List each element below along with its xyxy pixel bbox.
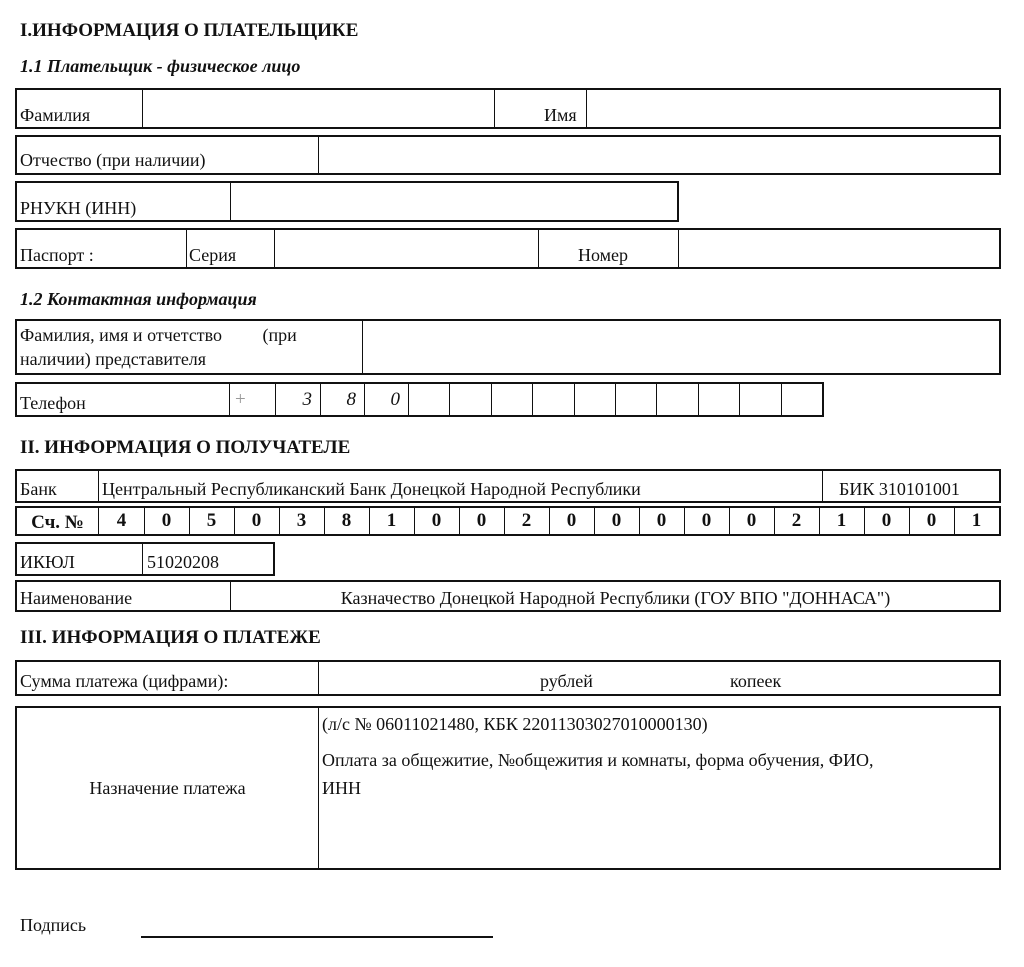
rubles-field[interactable] xyxy=(320,662,540,694)
phone-digit-cell[interactable] xyxy=(449,384,490,415)
recipient-name-label: Наименование xyxy=(20,588,133,608)
purpose-line1: (л/с № 06011021480, КБК 22011303027010000130) xyxy=(322,714,708,734)
patronymic-label: Отчество (при наличии) xyxy=(20,150,206,170)
section1-1-title: 1.1 Плательщик - физическое лицо xyxy=(20,56,301,76)
rubles-label: рублей xyxy=(540,671,593,691)
phone-digit-cell[interactable] xyxy=(739,384,780,415)
phone-digit-cell[interactable] xyxy=(408,384,449,415)
account-digit: 0 xyxy=(251,510,262,531)
recipient-name-value: Казначество Донецкой Народной Республики (ГОУ ВПО "ДОННАСА") xyxy=(340,588,891,608)
patronymic-field[interactable] xyxy=(320,137,999,173)
phone-digit-cell[interactable] xyxy=(656,384,697,415)
ikul-label: ИКЮЛ xyxy=(20,552,75,572)
account-digit: 0 xyxy=(701,510,712,531)
purpose-label: Назначение платежа xyxy=(89,778,246,798)
patronymic-row xyxy=(15,135,1001,175)
phone-digit-cell[interactable] xyxy=(491,384,532,415)
number-label: Номер xyxy=(578,245,629,265)
account-digit: 0 xyxy=(611,510,622,531)
account-digit: 0 xyxy=(656,510,667,531)
account-row xyxy=(15,506,1001,536)
phone-prefix-digit: 3 xyxy=(302,388,312,410)
account-digit: 3 xyxy=(296,510,307,531)
passport-row xyxy=(15,228,1001,269)
representative-field[interactable] xyxy=(364,321,999,373)
account-digit: 0 xyxy=(476,510,487,531)
phone-digit-cell[interactable] xyxy=(574,384,615,415)
account-digit: 1 xyxy=(971,510,982,531)
bank-row xyxy=(15,469,1001,503)
name-field[interactable] xyxy=(588,90,999,127)
signature-line[interactable] xyxy=(141,936,493,938)
account-digit: 5 xyxy=(206,510,217,531)
account-digit: 1 xyxy=(836,510,847,531)
ikul-value: 51020208 xyxy=(147,552,219,572)
passport-label: Паспорт : xyxy=(20,245,94,265)
name-label: Имя xyxy=(544,105,577,125)
phone-plus: + xyxy=(235,388,246,410)
phone-digit-cell[interactable] xyxy=(615,384,656,415)
representative-row xyxy=(15,319,1001,375)
account-digit: 0 xyxy=(431,510,442,531)
phone-digit-cell[interactable] xyxy=(532,384,573,415)
surname-name-row xyxy=(15,88,1001,129)
phone-label: Телефон xyxy=(20,393,86,413)
recipient-name-row xyxy=(15,580,1001,612)
phone-prefix-digit: 8 xyxy=(346,388,356,410)
signature-label: Подпись xyxy=(20,915,87,935)
sum-row xyxy=(15,660,1001,696)
number-field[interactable] xyxy=(680,230,999,267)
representative-label-line1: Фамилия, имя и отчетство (при xyxy=(20,325,297,345)
purpose-line2: Оплата за общежитие, №общежития и комнаты, форма обучения, ФИО, xyxy=(322,750,874,770)
account-digit: 8 xyxy=(341,510,352,531)
section1-2-title: 1.2 Контактная информация xyxy=(20,289,257,309)
ikul-row xyxy=(15,542,275,576)
surname-field[interactable] xyxy=(144,90,494,127)
surname-label: Фамилия xyxy=(20,105,91,125)
phone-digit-cell[interactable] xyxy=(781,384,822,415)
account-label: Сч. № xyxy=(31,512,84,533)
account-digit: 0 xyxy=(566,510,577,531)
inn-field[interactable] xyxy=(232,183,677,220)
inn-row xyxy=(15,181,679,222)
section3-title: III. ИНФОРМАЦИЯ О ПЛАТЕЖЕ xyxy=(20,627,321,648)
phone-digit-cell[interactable] xyxy=(698,384,739,415)
section2-title: II. ИНФОРМАЦИЯ О ПОЛУЧАТЕЛЕ xyxy=(20,437,351,458)
account-digit: 0 xyxy=(926,510,937,531)
phone-row xyxy=(15,382,824,417)
account-digit: 0 xyxy=(881,510,892,531)
bik-value: БИК 310101001 xyxy=(839,479,960,499)
purpose-row xyxy=(15,706,1001,870)
phone-prefix-digit: 0 xyxy=(390,388,400,410)
series-field[interactable] xyxy=(276,230,538,267)
account-digit: 1 xyxy=(386,510,397,531)
series-label: Серия xyxy=(189,245,237,265)
representative-label-line2: наличии) представителя xyxy=(20,349,207,369)
purpose-line3: ИНН xyxy=(322,778,361,798)
inn-label: РНУКН (ИНН) xyxy=(20,198,137,218)
account-digit: 2 xyxy=(791,510,802,531)
sum-label: Сумма платежа (цифрами): xyxy=(20,671,229,691)
kopecks-field[interactable] xyxy=(607,662,727,694)
account-digit: 4 xyxy=(116,510,127,531)
kopecks-label: копеек xyxy=(730,671,782,691)
account-digit: 0 xyxy=(746,510,757,531)
section1-title: I.ИНФОРМАЦИЯ О ПЛАТЕЛЬЩИКЕ xyxy=(20,20,359,41)
bank-label: Банк xyxy=(20,479,57,499)
account-digit: 2 xyxy=(521,510,532,531)
account-digit: 0 xyxy=(161,510,172,531)
bank-value: Центральный Республиканский Банк Донецкой Народной Республики xyxy=(102,479,641,499)
